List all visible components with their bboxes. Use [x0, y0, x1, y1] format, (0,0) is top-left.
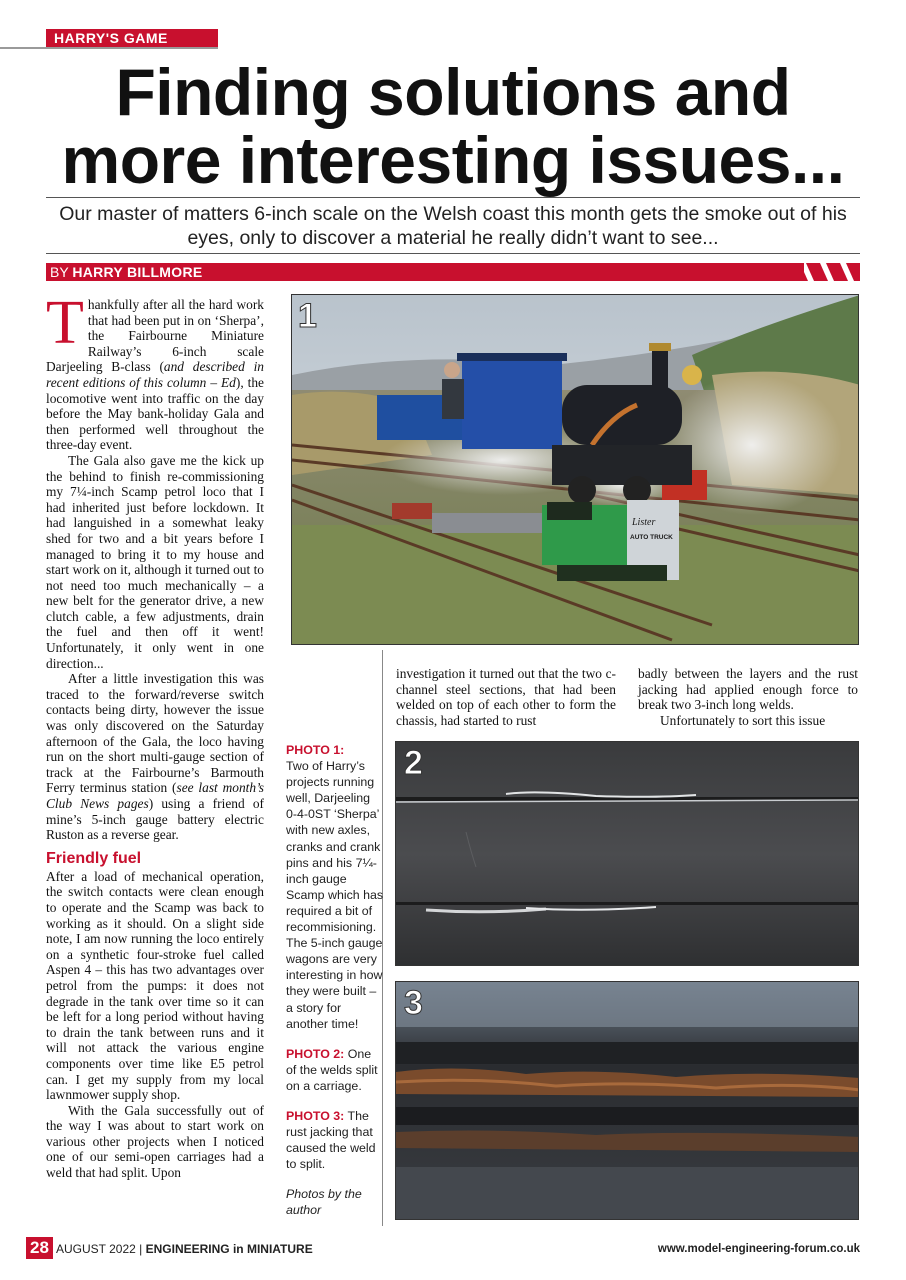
caption-photo-1: PHOTO 1: Two of Harry’s projects running well, Darjeeling 0-4-0ST ‘Sherpa’ with new axles, cranks and crank pins and his 7¼-inch gauge Scamp which has required a bit of recommisioning. The 5-inch gauge wagons are very interesting in how they were built – a story for another time! [286, 743, 384, 1031]
photo-2-split-weld [395, 741, 859, 966]
photo-1-number: 1 [298, 297, 317, 335]
byline-author: HARRY BILLMORE [72, 264, 203, 280]
standfirst-bottom-rule [46, 253, 860, 254]
standfirst: Our master of matters 6-inch scale on the Welsh coast this month gets the smoke out of his eyes, only to discover a material he really didn’t want to see... [59, 203, 847, 249]
subhead-friendly-fuel: Friendly fuel [46, 849, 142, 867]
photo-1-locomotive [291, 294, 859, 645]
truck-label-text: AUTO TRUCK [630, 534, 673, 541]
photo-3-number: 3 [404, 984, 423, 1022]
article-column-3 [638, 666, 858, 728]
paragraph-3: After a little investigation this was traced to the forward/reverse switch contacts being dirty, however the issue was only discovered on the Saturday afternoon of the Gala, the loco having run on the short multi-gauge section of track at the Fairbourne’s Barmouth Ferry terminus station (see last month’s Club News pages) using a friend of mine’s 5-inch gauge battery electric Ruston as a reverse gear. [46, 671, 265, 843]
paragraph-5: With the Gala successfully out of the way I was about to start work on various other projects when I noticed one of our semi-open carriages had a weld that had split. Upon [46, 1102, 264, 1181]
paragraph-2: The Gala also gave me the kick up the behind to finish re-commissioning my 7¼-inch Scamp petrol loco that I had inherited just before lockdown. It had languished in a somewhat leaky shed for two and a bit years before I managed to bring it to my house and start work on it, although it turned out to not need too much mechanically – a new belt for the generator drive, a new clutch cable, a few adjustments, drain the fuel and then off it went! Unfortunately, it only went in one direction... [46, 452, 264, 671]
standfirst-top-rule [46, 197, 860, 198]
byline [46, 263, 804, 281]
photo-credit: Photos by the author [286, 1187, 362, 1218]
caption-photo-3: PHOTO 3: The rust jacking that caused the weld to split. [286, 1108, 376, 1172]
article-column-1 [46, 289, 265, 1181]
paragraph-1: Thankfully after all the hard work that had been put in on ‘Sherpa’, the Fairbourne Miniature Railway’s 6-inch scale Darjeeling B-class (and described in recent editions of this column – Ed), the locomotive went into traffic on the day before the May bank-holiday Gala and then performed well throughout the three-day event. [46, 289, 265, 453]
headline-line-2: more interesting issues... [61, 123, 845, 197]
paragraph-col3-1: badly between the layers and the rust jacking had applied enough force to break two 3-inch long welds. [638, 666, 858, 713]
article-column-2 [396, 666, 616, 728]
caption-photo-2: PHOTO 2: One of the welds split on a carriage. [286, 1046, 378, 1093]
byline-stripes-decoration [786, 263, 860, 281]
photo-2-number: 2 [404, 744, 423, 782]
paragraph-col2: investigation it turned out that the two c-channel steel sections, that had been welded on top of each other to form the chassis, had started to rust [396, 666, 616, 728]
paragraph-col3-2: Unfortunately to sort this issue [660, 712, 826, 728]
section-tag: HARRY'S GAME [46, 29, 218, 47]
top-rule [0, 47, 218, 49]
headline [46, 55, 860, 197]
byline-prefix: BY [50, 264, 73, 280]
photo-1-image [292, 295, 859, 645]
magazine-name: ENGINEERING in MINIATURE [145, 1242, 313, 1256]
headline-line-1: Finding solutions and [115, 55, 791, 129]
paragraph-4: After a load of mechanical operation, the switch contacts were clean enough to operate and the Scamp was back to working as it should. On a slight side note, I am now running the loco entirely on a synthetic four-stroke fuel called Aspen 4 – this has two advantages over petrol from the pumps: it does not degrade in the tank over time so it can be left for a long period without having to drain the tank between runs and it will not attack the various engine components over time like E5 petrol can. I get my supply from my local lawnmower supply shop. [46, 868, 264, 1103]
truck-brand-text: Lister [632, 517, 656, 528]
drop-cap: T [46, 289, 84, 357]
photo-3-rust-jacking [395, 981, 859, 1220]
footer-url-link[interactable]: www.model-engineering-forum.co.uk [657, 1243, 860, 1255]
page-number: 28 [26, 1237, 53, 1259]
photo-3-image [396, 982, 859, 1220]
footer-issue: AUGUST 2022 | ENGINEERING in MINIATURE [56, 1242, 313, 1256]
photo-2-image [396, 742, 859, 966]
photo-captions [286, 742, 384, 1233]
